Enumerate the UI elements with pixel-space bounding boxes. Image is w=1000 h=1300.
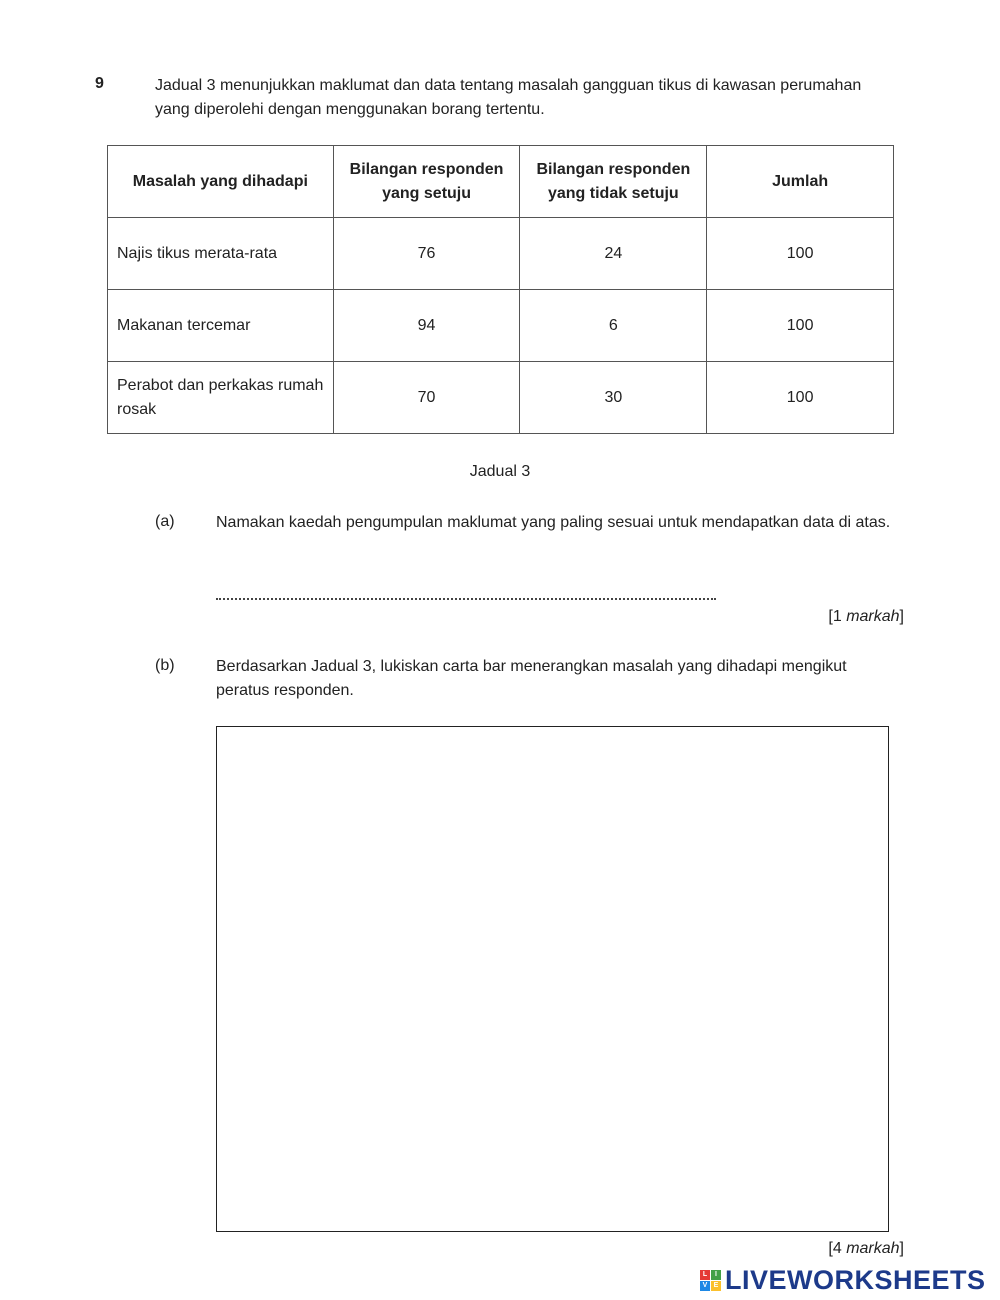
part-a-label: (a) <box>155 513 175 530</box>
table-cell-problem: Perabot dan perkakas rumah rosak <box>108 362 334 434</box>
liveworksheets-wordmark: LIVEWORKSHEETS <box>725 1264 986 1295</box>
question-number: 9 <box>95 75 104 92</box>
liveworksheets-icon: L I V E <box>700 1270 721 1291</box>
part-b-question: Berdasarkan Jadual 3, lukiskan carta bar menerangkan masalah yang dihadapi mengikut peratus responden. <box>216 658 847 699</box>
table-header: Jumlah <box>707 146 894 218</box>
table-cell-agree: 76 <box>333 218 520 290</box>
part-a-answer-input[interactable] <box>216 580 716 600</box>
table-cell-total: 100 <box>707 290 894 362</box>
table-header-row <box>108 146 894 218</box>
bar-chart-drawing-area[interactable] <box>216 726 889 1232</box>
part-b-label: (b) <box>155 657 175 674</box>
table-row <box>108 290 894 362</box>
part-b-marks: [4 markah] <box>828 1240 904 1257</box>
question-intro: Jadual 3 menunjukkan maklumat dan data tentang masalah gangguan tikus di kawasan perumahan yang diperolehi dengan menggunakan borang tertentu. <box>155 77 862 118</box>
table-header: Bilangan responden yang tidak setuju <box>520 146 707 218</box>
table-cell-disagree: 6 <box>520 290 707 362</box>
table-cell-total: 100 <box>707 362 894 434</box>
liveworksheets-logo <box>700 1265 986 1295</box>
table-cell-disagree: 24 <box>520 218 707 290</box>
table-row <box>108 362 894 434</box>
table-cell-problem: Najis tikus merata-rata <box>108 218 334 290</box>
table-cell-disagree: 30 <box>520 362 707 434</box>
part-a-marks: [1 markah] <box>828 608 904 625</box>
table-cell-agree: 70 <box>333 362 520 434</box>
table-cell-agree: 94 <box>333 290 520 362</box>
data-table <box>107 145 894 434</box>
part-a-question: Namakan kaedah pengumpulan maklumat yang paling sesuai untuk mendapatkan data di atas. <box>216 514 891 531</box>
table-row <box>108 218 894 290</box>
table-cell-total: 100 <box>707 218 894 290</box>
table-header: Masalah yang dihadapi <box>108 146 334 218</box>
table-cell-problem: Makanan tercemar <box>108 290 334 362</box>
table-caption: Jadual 3 <box>469 463 531 480</box>
table-header: Bilangan responden yang setuju <box>333 146 520 218</box>
